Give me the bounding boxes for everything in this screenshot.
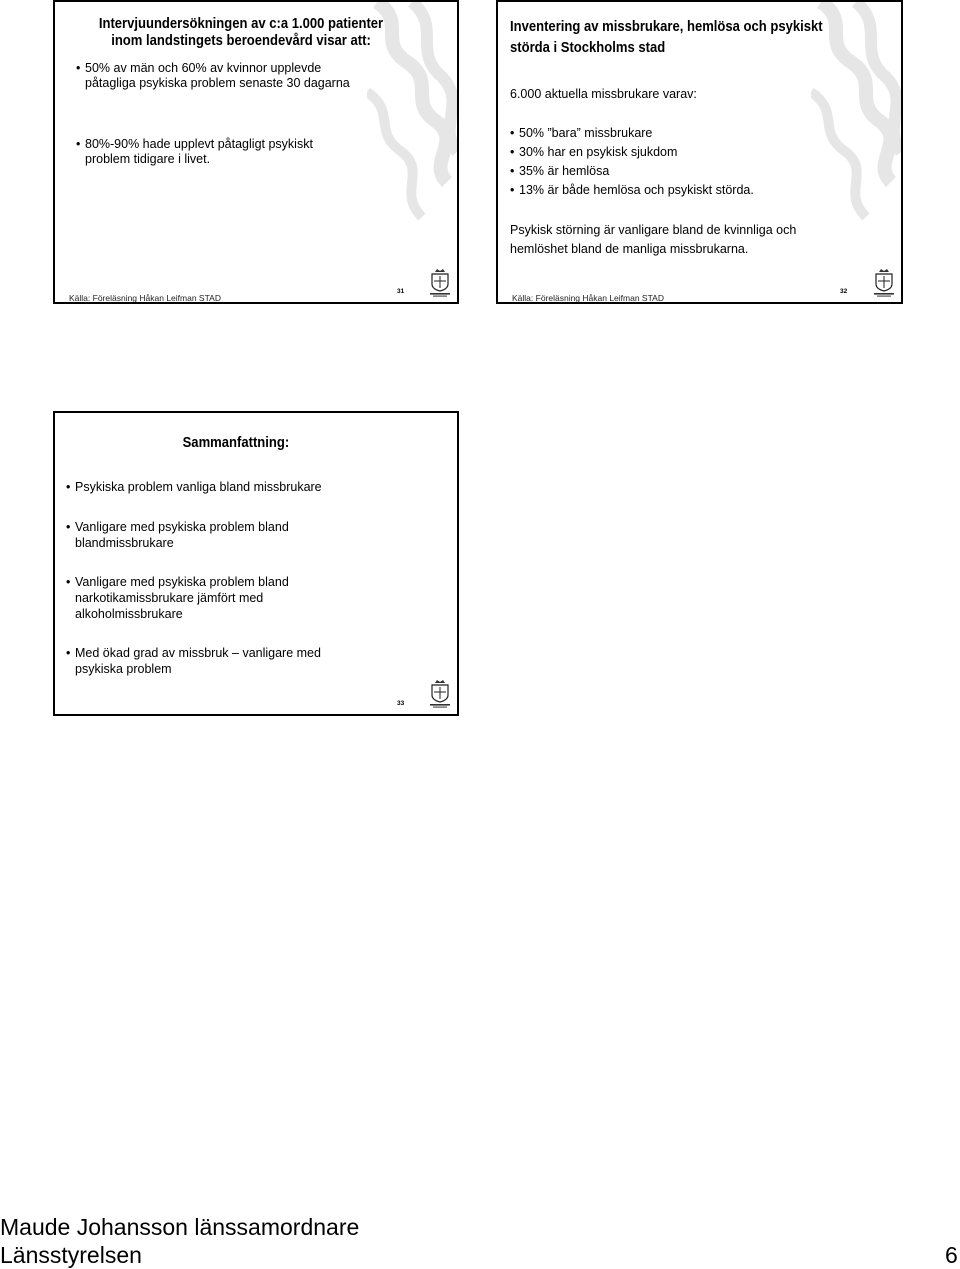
source-note: Källa: Föreläsning Håkan Leifman STAD (512, 293, 664, 303)
footer-author: Maude Johansson länssamordnare (0, 1214, 360, 1240)
bullet-item: • 50% av män och 60% av kvinnor upplevde påtagliga psykiska problem senaste 30 dagarna (76, 61, 350, 90)
bullet-item: • 80%-90% hade upplevt påtagligt psykiskt problem tidigare i livet. (76, 137, 313, 166)
footer-organization: Länsstyrelsen (0, 1242, 142, 1268)
slide-33 (53, 411, 459, 716)
source-note: Källa: Föreläsning Håkan Leifman STAD (69, 293, 221, 303)
intro-text: 6.000 aktuella missbrukare varav: (510, 87, 697, 101)
bullet-item: • 13% är både hemlösa och psykiskt störda. (510, 183, 754, 197)
bullet-item: • Vanligare med psykiska problem bland blandmissbrukare (66, 520, 289, 550)
page-number: 31 (397, 288, 405, 295)
summary-paragraph: Psykisk störning är vanligare bland de kvinnliga och hemlöshet bland de manliga missbrukarna. (510, 223, 797, 256)
slide-title: Inventering av missbrukare, hemlösa och psykiskt störda i Stockholms stad (510, 19, 823, 56)
crown-shield-icon (427, 679, 453, 709)
slide-title: Sammanfattning: (182, 435, 290, 451)
bullet-item: • 30% har en psykisk sjukdom (510, 145, 678, 159)
crown-shield-icon (427, 268, 453, 298)
slide-title: Intervjuundersökningen av c:a 1.000 patienter inom landstingets beroendevård visar att: (98, 16, 384, 49)
bullet-item: • Psykiska problem vanliga bland missbrukare (66, 480, 322, 494)
bullet-item: • Med ökad grad av missbruk – vanligare med psykiska problem (66, 646, 321, 676)
crown-shield-icon (871, 268, 897, 298)
page-number: 32 (840, 288, 848, 295)
bullet-item: • Vanligare med psykiska problem bland narkotikamissbrukare jämfört med alkoholmissbrukare (66, 575, 289, 621)
page-number: 33 (397, 700, 405, 707)
slide-32 (496, 0, 903, 304)
bullet-item: • 35% är hemlösa (510, 164, 610, 178)
slide-31 (53, 0, 459, 304)
bullet-item: • 50% ”bara” missbrukare (510, 126, 653, 140)
footer-page-number: 6 (945, 1242, 958, 1268)
